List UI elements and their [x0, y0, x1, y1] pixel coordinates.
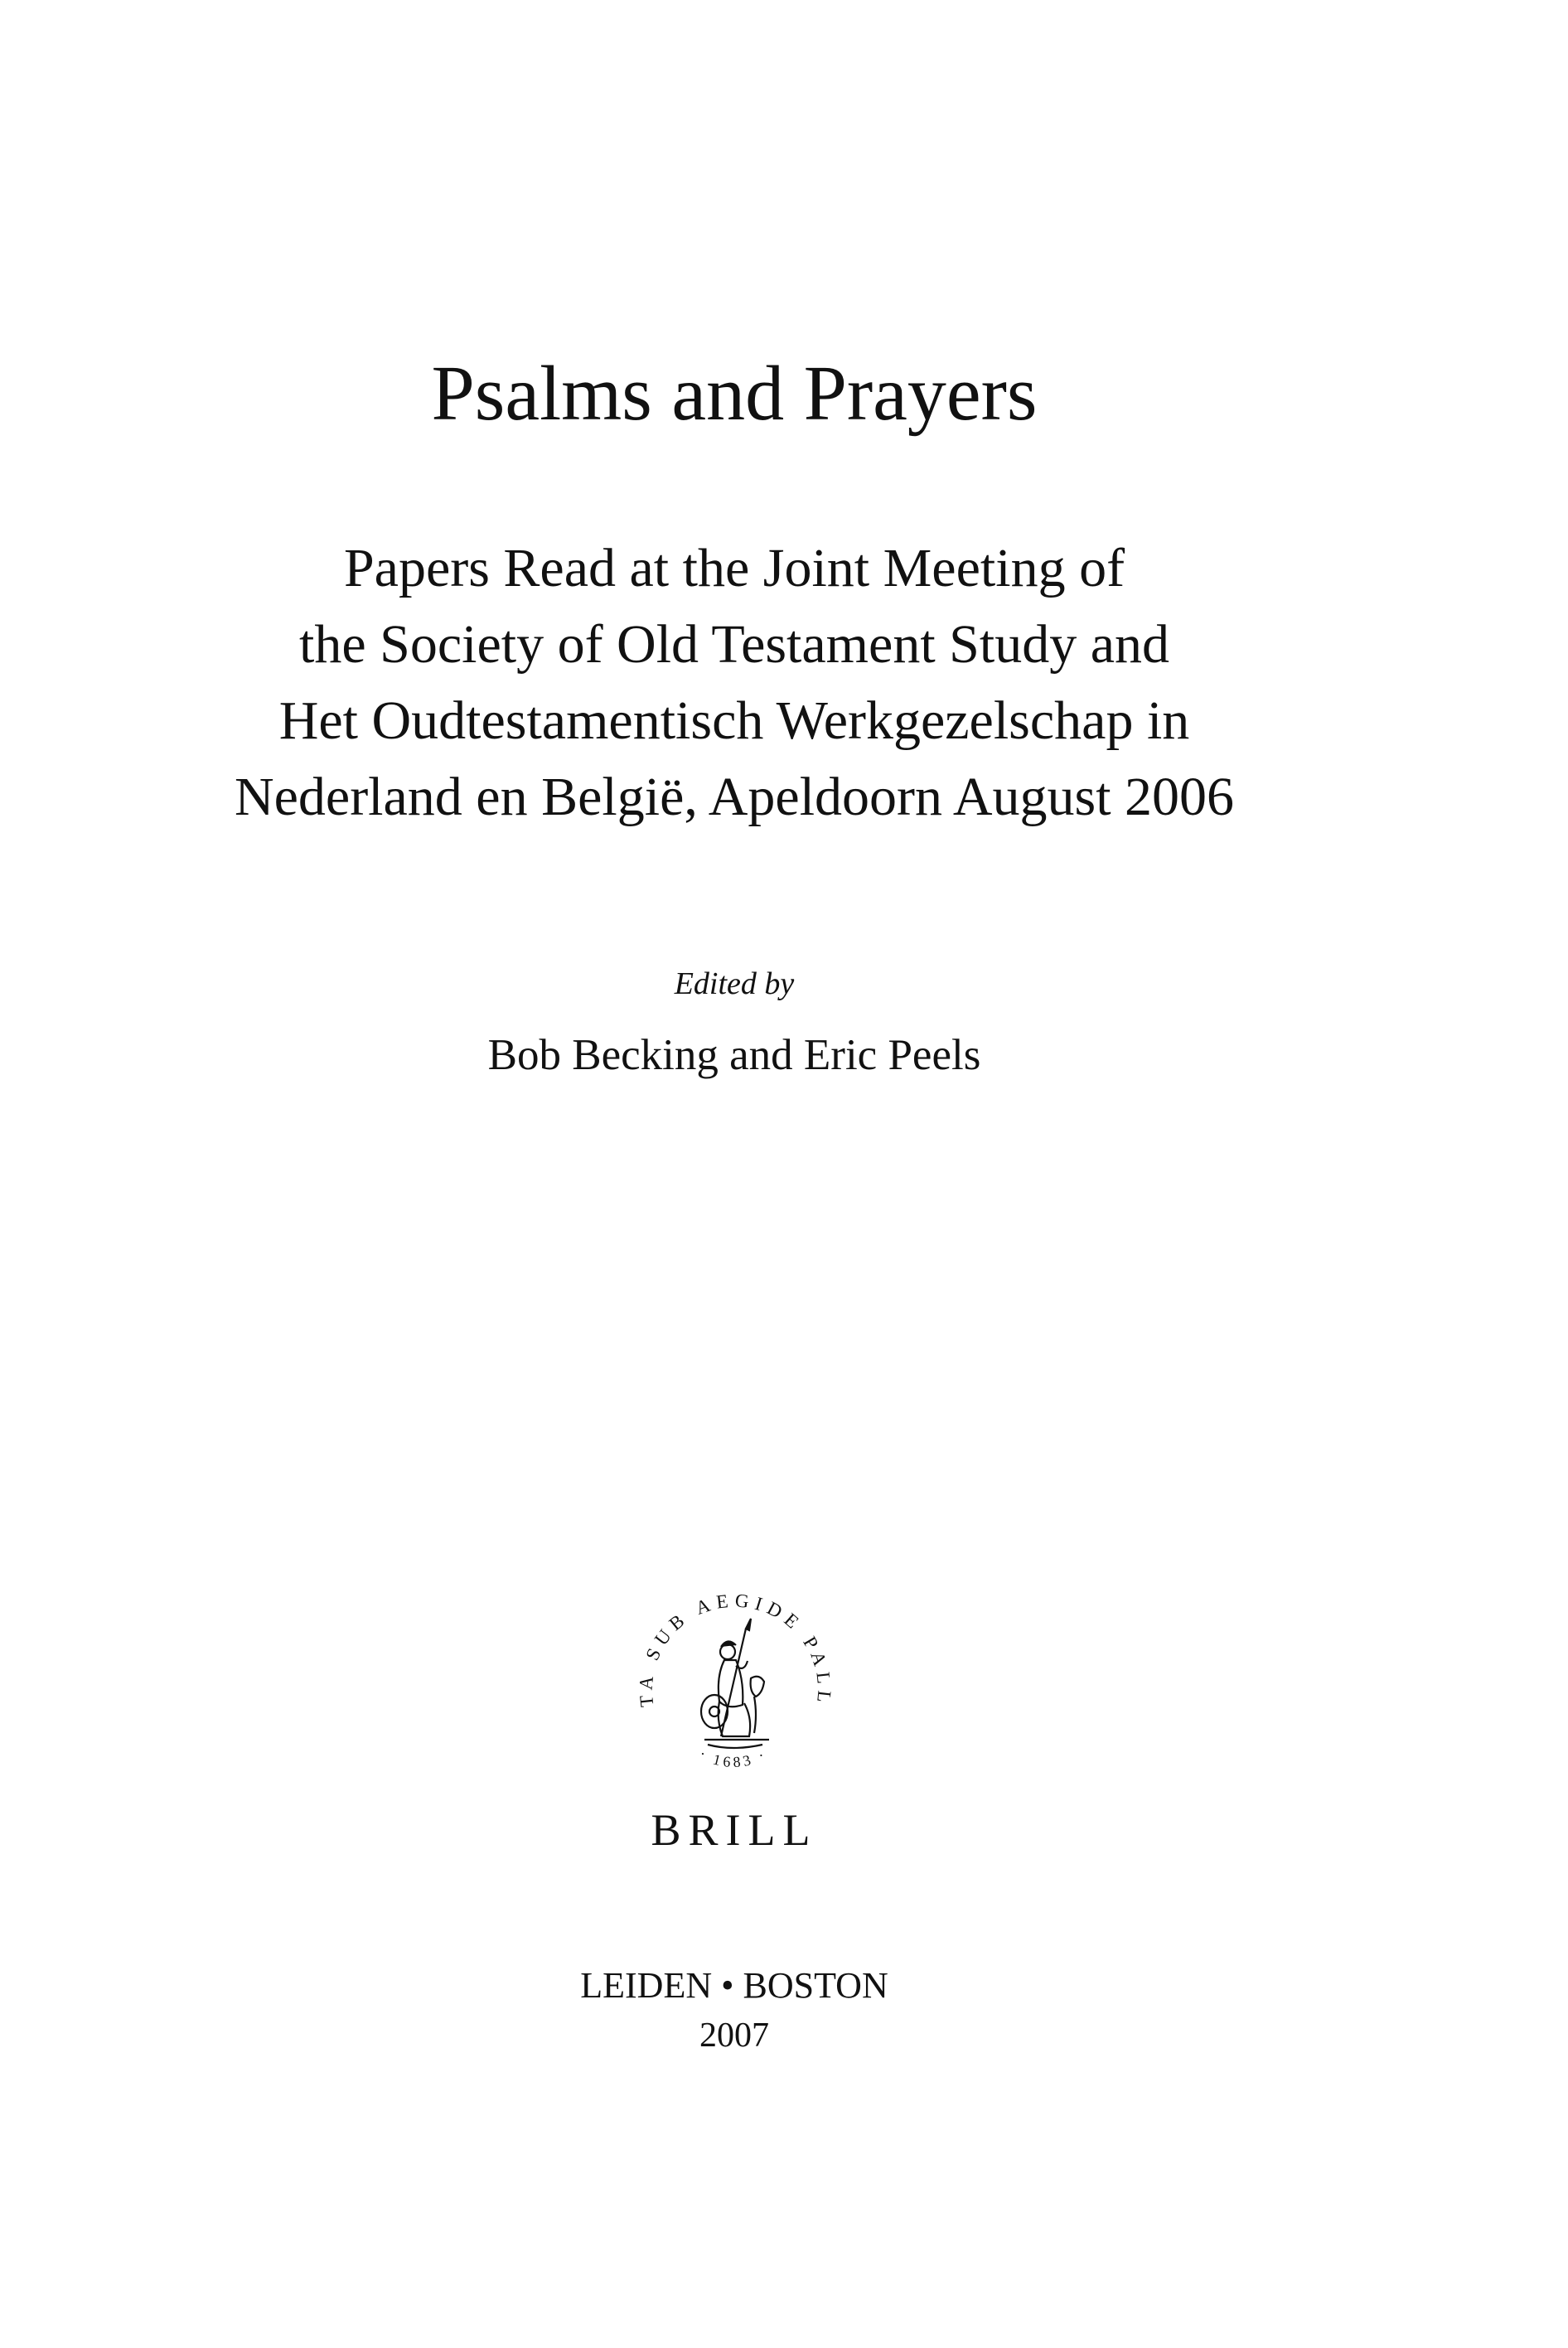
publication-place: LEIDEN • BOSTON: [580, 1965, 888, 2006]
publisher-name: BRILL: [651, 1805, 818, 1855]
subtitle-line: Papers Read at the Joint Meeting of: [343, 538, 1125, 598]
editors: Bob Becking and Eric Peels: [487, 1031, 981, 1079]
seal-year: · 1683 ·: [696, 1745, 771, 1771]
book-title: Psalms and Prayers: [431, 351, 1038, 437]
brill-seal-icon: [622, 1571, 845, 1794]
svg-text:· 1683 ·: [697, 1745, 771, 1770]
publication-year: 2007: [699, 2016, 769, 2055]
brill-seal-graphic: [622, 1571, 845, 1794]
svg-text:TUTA SUB AEGIDE PALLAS: [622, 1571, 835, 1709]
pallas-figure-icon: [701, 1619, 769, 1748]
subtitle-line: Nederland en België, Apeldoorn August 2006: [234, 767, 1235, 827]
edited-by-label: Edited by: [674, 966, 795, 1001]
subtitle-line: the Society of Old Testament Study and: [298, 614, 1169, 675]
book-subtitle: [0, 530, 1469, 835]
seal-motto: TA SUB AEGIDE PALL: [635, 1590, 835, 1710]
subtitle-line: Het Oudtestamentisch Werkgezelschap in: [278, 690, 1190, 751]
